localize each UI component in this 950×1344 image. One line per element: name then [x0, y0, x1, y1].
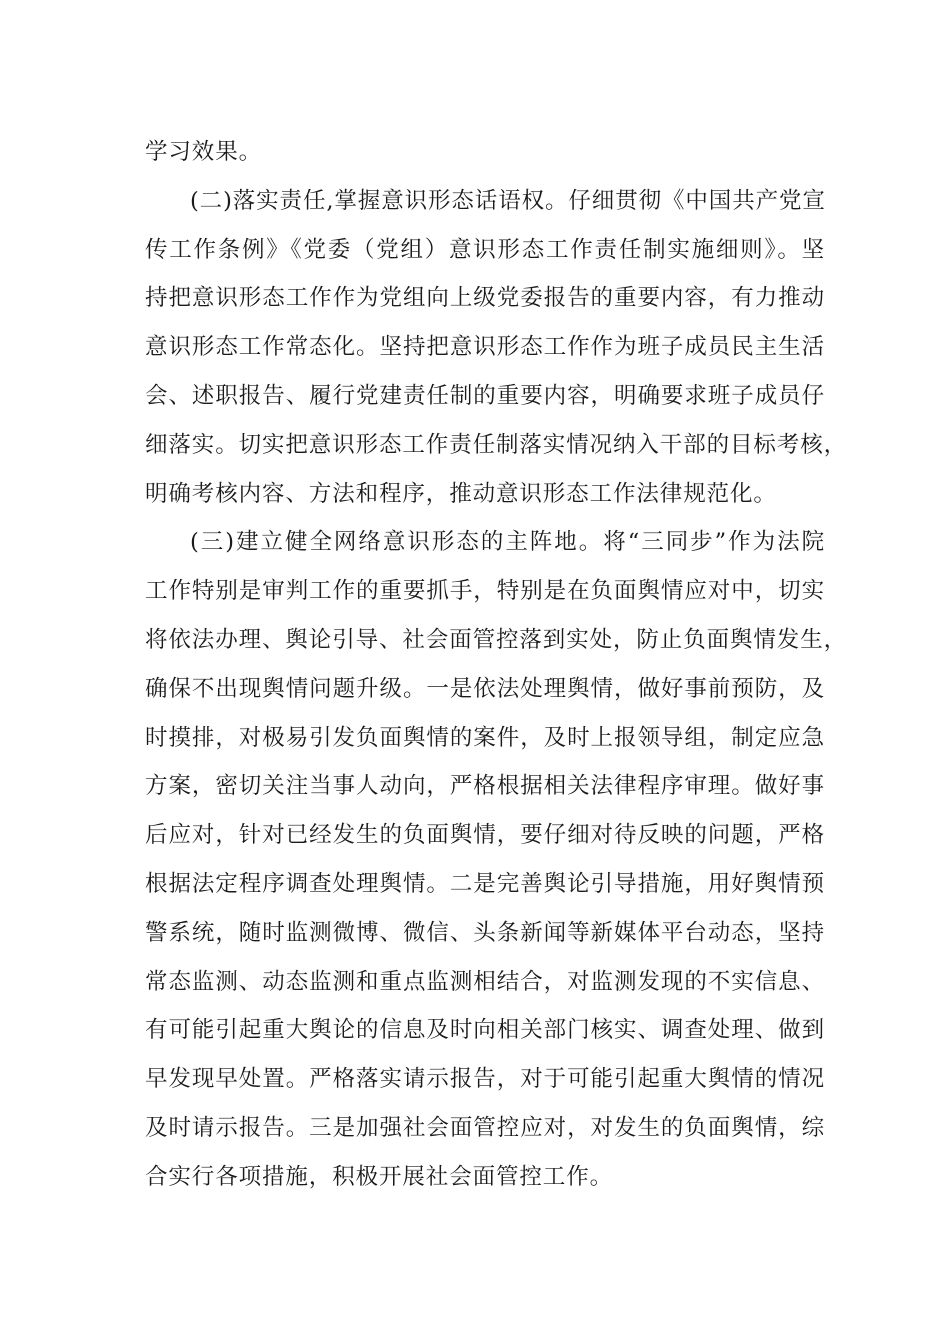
text-line: 持把意识形态工作作为党组向上级党委报告的重要内容，有力推动 [145, 285, 825, 312]
text-line: 早发现早处置。严格落实请示报告，对于可能引起重大舆情的情况 [145, 1066, 825, 1093]
text-line: 常态监测、动态监测和重点监测相结合，对监测发现的不实信息、 [145, 968, 825, 995]
text-line: 明确考核内容、方法和程序，推动意识形态工作法律规范化。 [145, 480, 777, 507]
text-line: 有可能引起重大舆论的信息及时向相关部门核实、调查处理、做到 [145, 1017, 825, 1044]
text-line: 将依法办理、舆论引导、社会面管控落到实处，防止负面舆情发生， [145, 626, 848, 653]
text-line: 意识形态工作常态化。坚持把意识形态工作作为班子成员民主生活 [145, 334, 825, 361]
text-line: 警系统，随时监测微博、微信、头条新闻等新媒体平台动态，坚持 [145, 919, 825, 946]
text-line: 根据法定程序调查处理舆情。二是完善舆论引导措施，用好舆情预 [145, 870, 825, 897]
text-line: 方案，密切关注当事人动向，严格根据相关法律程序审理。做好事 [145, 773, 825, 800]
text-line: 会、述职报告、履行党建责任制的重要内容，明确要求班子成员仔 [145, 382, 825, 409]
text-line: 学习效果。 [145, 139, 263, 165]
text-line: 工作特别是审判工作的重要抓手，特别是在负面舆情应对中，切实 [145, 578, 825, 605]
text-line: 及时请示报告。三是加强社会面管控应对，对发生的负面舆情，综 [145, 1114, 825, 1141]
text-line: 细落实。切实把意识形态工作责任制落实情况纳入干部的目标考核， [145, 431, 848, 458]
section-heading-line: (三)建立健全网络意识形态的主阵地。将“三同步”作为法院 [190, 529, 825, 556]
text-line: 后应对，针对已经发生的负面舆情，要仔细对待反映的问题，严格 [145, 822, 825, 849]
section-heading-line: (二)落实责任,掌握意识形态话语权。仔细贯彻《中国共产党宣 [190, 187, 826, 214]
text-line: 合实行各项措施，积极开展社会面管控工作。 [145, 1163, 614, 1190]
text-line: 传工作条例》《党委（党组）意识形态工作责任制实施细则》。坚 [145, 236, 825, 263]
body-text [145, 128, 848, 1202]
text-line: 确保不出现舆情问题升级。一是依法处理舆情，做好事前预防，及 [145, 675, 825, 702]
text-line: 时摸排，对极易引发负面舆情的案件，及时上报领导组，制定应急 [145, 724, 825, 751]
